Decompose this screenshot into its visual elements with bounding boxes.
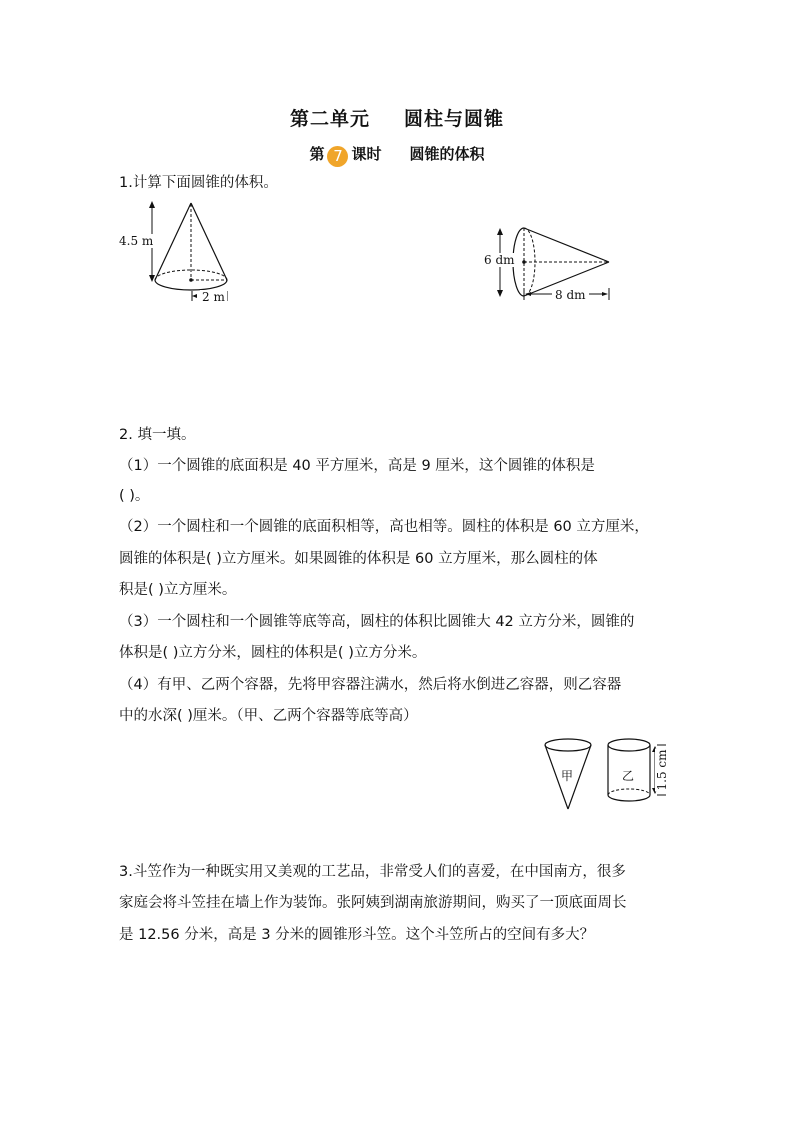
cone-figure-a bbox=[140, 195, 250, 307]
topic-name: 圆柱与圆锥 bbox=[404, 108, 505, 130]
lesson-prefix: 第 bbox=[309, 145, 325, 163]
q2-line: 体积是( )立方分米，圆柱的体积是( )立方分米。 bbox=[119, 645, 427, 661]
q1-prompt: 1.计算下面圆锥的体积。 bbox=[119, 175, 278, 191]
q2-line: 圆锥的体积是( )立方厘米。如果圆锥的体积是 60 立方厘米，那么圆柱的体 bbox=[119, 551, 598, 567]
lesson-number-badge: 7 bbox=[327, 146, 348, 167]
q3-line: 3.斗笠作为一种既实用又美观的工艺品，非常受人们的喜爱，在中国南方，很多 bbox=[119, 864, 626, 880]
unit-name: 第二单元 bbox=[289, 108, 370, 130]
lesson-suffix: 课时 bbox=[351, 145, 382, 163]
q2-line: （1）一个圆锥的底面积是 40 平方厘米，高是 9 厘米，这个圆锥的体积是 bbox=[119, 458, 595, 474]
q2-line: 中的水深( )厘米。（甲、乙两个容器等底等高） bbox=[119, 708, 418, 724]
cone-b-diameter-label: 6 dm bbox=[484, 253, 515, 267]
unit-title bbox=[0, 104, 794, 131]
q3-line: 家庭会将斗笠挂在墙上作为装饰。张阿姨到湖南旅游期间，购买了一顶底面周长 bbox=[119, 895, 627, 911]
cylinder-height-label: 1.5 cm bbox=[655, 749, 669, 791]
cone-jia-label: 甲 bbox=[561, 769, 574, 783]
q2-prompt: 2. 填一填。 bbox=[119, 427, 196, 443]
lesson-title bbox=[0, 143, 794, 167]
q3-line: 是 12.56 分米，高是 3 分米的圆锥形斗笠。这个斗笠所占的空间有多大？ bbox=[119, 927, 595, 943]
lesson-name: 圆锥的体积 bbox=[409, 145, 485, 163]
cone-a-radius-label: 2 m bbox=[202, 290, 225, 304]
q2-line: ( )。 bbox=[119, 488, 150, 504]
cylinder-yi-label: 乙 bbox=[622, 769, 635, 783]
cone-a-height-label: 4.5 m bbox=[119, 234, 154, 248]
q2-line: （3）一个圆柱和一个圆锥等底等高，圆柱的体积比圆锥大 42 立方分米，圆锥的 bbox=[119, 614, 635, 630]
q2-line: （4）有甲、乙两个容器，先将甲容器注满水，然后将水倒进乙容器，则乙容器 bbox=[119, 677, 622, 693]
q2-line: （2）一个圆柱和一个圆锥的底面积相等，高也相等。圆柱的体积是 60 立方厘米， bbox=[119, 519, 649, 535]
containers-figure bbox=[540, 735, 670, 813]
q2-line: 积是( )立方厘米。 bbox=[119, 582, 237, 598]
cylinder-height-label-box bbox=[652, 744, 672, 796]
cone-b-length-label: 8 dm bbox=[552, 288, 589, 302]
